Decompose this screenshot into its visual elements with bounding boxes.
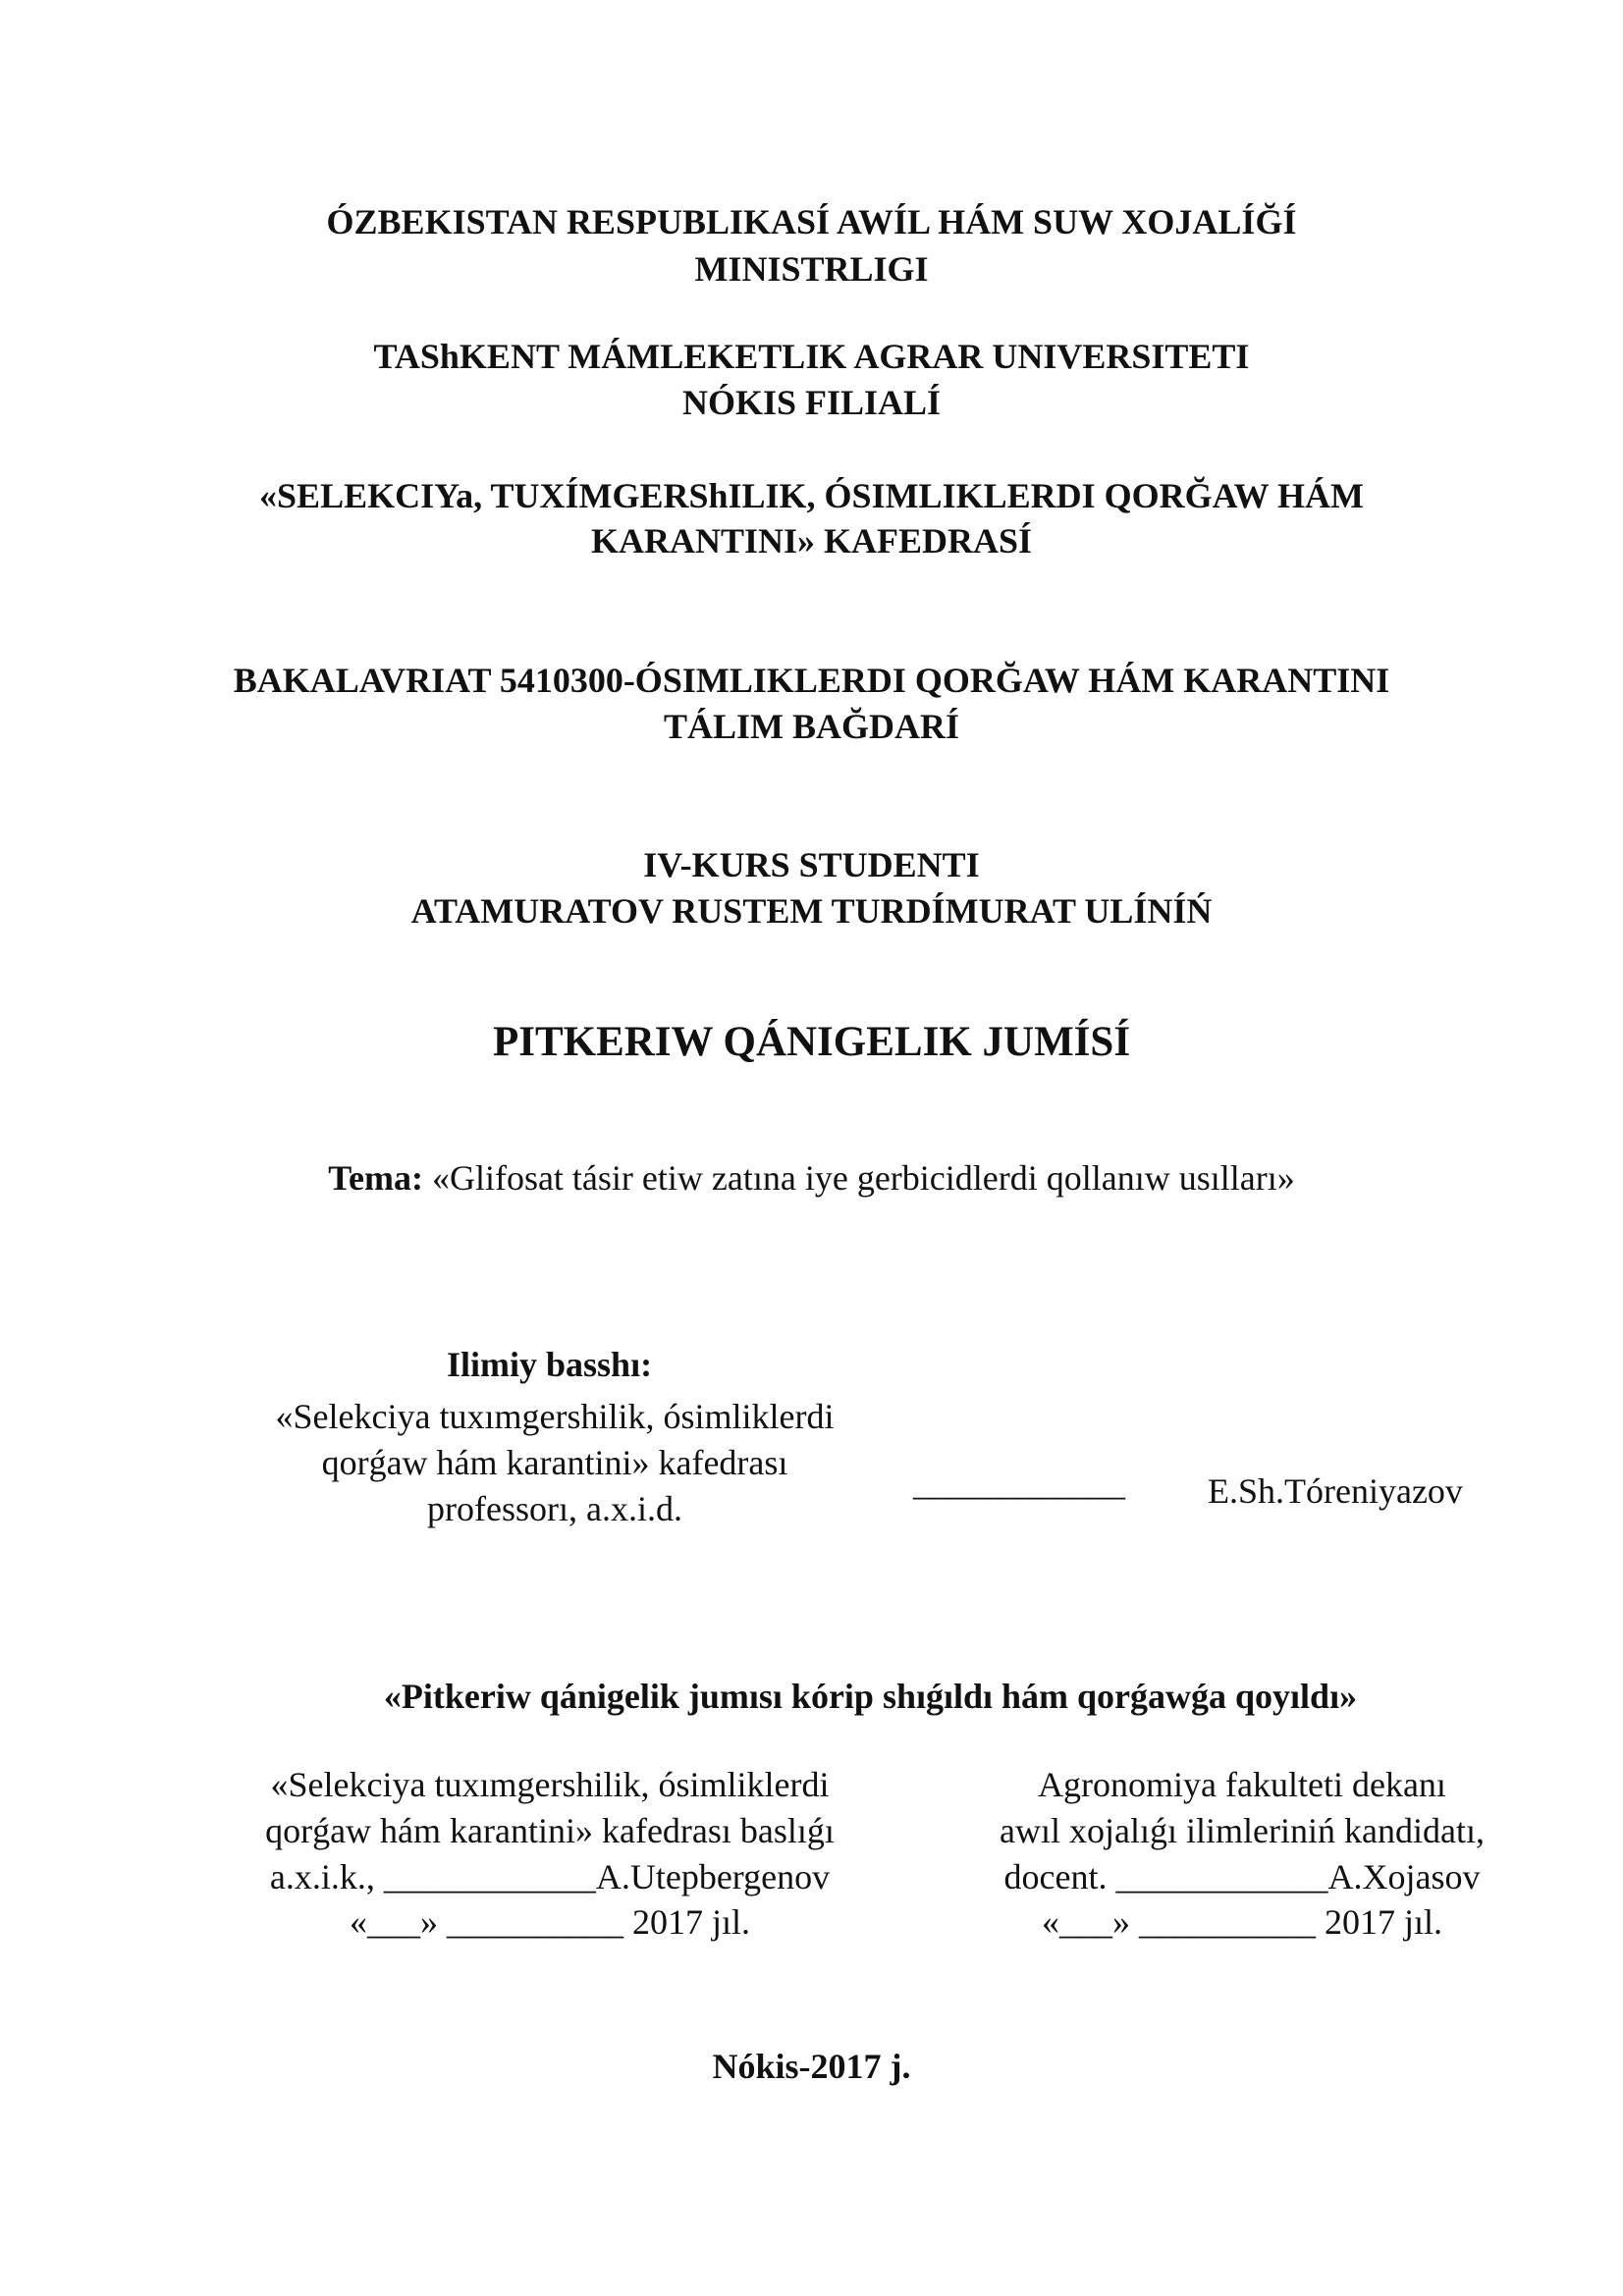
supervisor-signature-line: ____________ bbox=[913, 1464, 1125, 1503]
program-line-1: BAKALAVRIAT 5410300-ÓSIMLIKLERDI QORĞAW HÁM KARANTINI bbox=[233, 661, 1390, 700]
student-course: IV-KURS STUDENTI bbox=[643, 845, 980, 884]
approval-heading: «Pitkeriw qánigelik jumısı kórip shıǵıldı hám qorǵawǵa qoyıldı» bbox=[383, 1677, 1358, 1716]
place-year: Nókis-2017 j. bbox=[712, 2047, 911, 2086]
approval-left-block bbox=[177, 1767, 923, 1963]
approval-right-date: «___» __________ 2017 jıl. bbox=[1041, 1902, 1442, 1942]
ministry-line-2: MINISTRLIGI bbox=[694, 249, 929, 289]
supervisor-heading: Ilimiy basshı: bbox=[447, 1345, 653, 1384]
supervisor-line-1: «Selekciya tuxımgershilik, ósimliklerdi bbox=[275, 1397, 835, 1436]
approval-right-block bbox=[923, 1767, 1561, 1963]
department-line-1: «SELEKCIYa, TUXÍMGERShILIK, ÓSIMLIKLERDI QORĞAW HÁM bbox=[259, 476, 1364, 515]
approval-right-line-3: docent. ____________A.Xojasov bbox=[1003, 1857, 1481, 1896]
topic-line bbox=[0, 1160, 1623, 1196]
topic-text: «Glifosat tásir etiw zatına iye gerbicidlerdi qollanıw usılları» bbox=[431, 1158, 1295, 1198]
department-line-2: KARANTINI» KAFEDRASÍ bbox=[590, 521, 1033, 561]
approval-left-date: «___» __________ 2017 jıl. bbox=[349, 1902, 750, 1942]
approval-left-line-3: a.x.i.k., ____________A.Utepbergenov bbox=[269, 1857, 831, 1896]
topic-label: Tema: bbox=[328, 1158, 423, 1198]
supervisor-name: E.Sh.Tóreniyazov bbox=[1208, 1471, 1463, 1511]
supervisor-line-2: qorǵaw hám karantini» kafedrası bbox=[321, 1443, 788, 1482]
university-line-2: NÓKIS FILIALÍ bbox=[681, 383, 942, 422]
approval-right-line-2: awıl xojalıǵı ilimleriniń kandidatı, bbox=[1000, 1811, 1485, 1850]
program-line-2: TÁLIM BAĞDARÍ bbox=[663, 707, 960, 746]
approval-left-line-1: «Selekciya tuxımgershilik, ósimliklerdi bbox=[270, 1765, 830, 1804]
supervisor-line-3: professorı, a.x.i.d. bbox=[427, 1489, 682, 1528]
supervisor-details bbox=[236, 1399, 874, 1546]
university-line-1: TAShKENT MÁMLEKETLIK AGRAR UNIVERSITETI bbox=[373, 337, 1250, 376]
approval-left-line-2: qorǵaw hám karantini» kafedrası baslıǵı bbox=[265, 1811, 835, 1850]
student-name: ATAMURATOV RUSTEM TURDÍMURAT ULÍNÍŃ bbox=[410, 891, 1213, 931]
ministry-line-1: ÓZBEKISTAN RESPUBLIKASÍ AWÍL HÁM SUW XOJALÍĞÍ bbox=[326, 202, 1297, 241]
approval-right-line-1: Agronomiya fakulteti dekanı bbox=[1038, 1765, 1446, 1804]
work-title: PITKERIW QÁNIGELIK JUMÍSÍ bbox=[492, 1019, 1131, 1065]
